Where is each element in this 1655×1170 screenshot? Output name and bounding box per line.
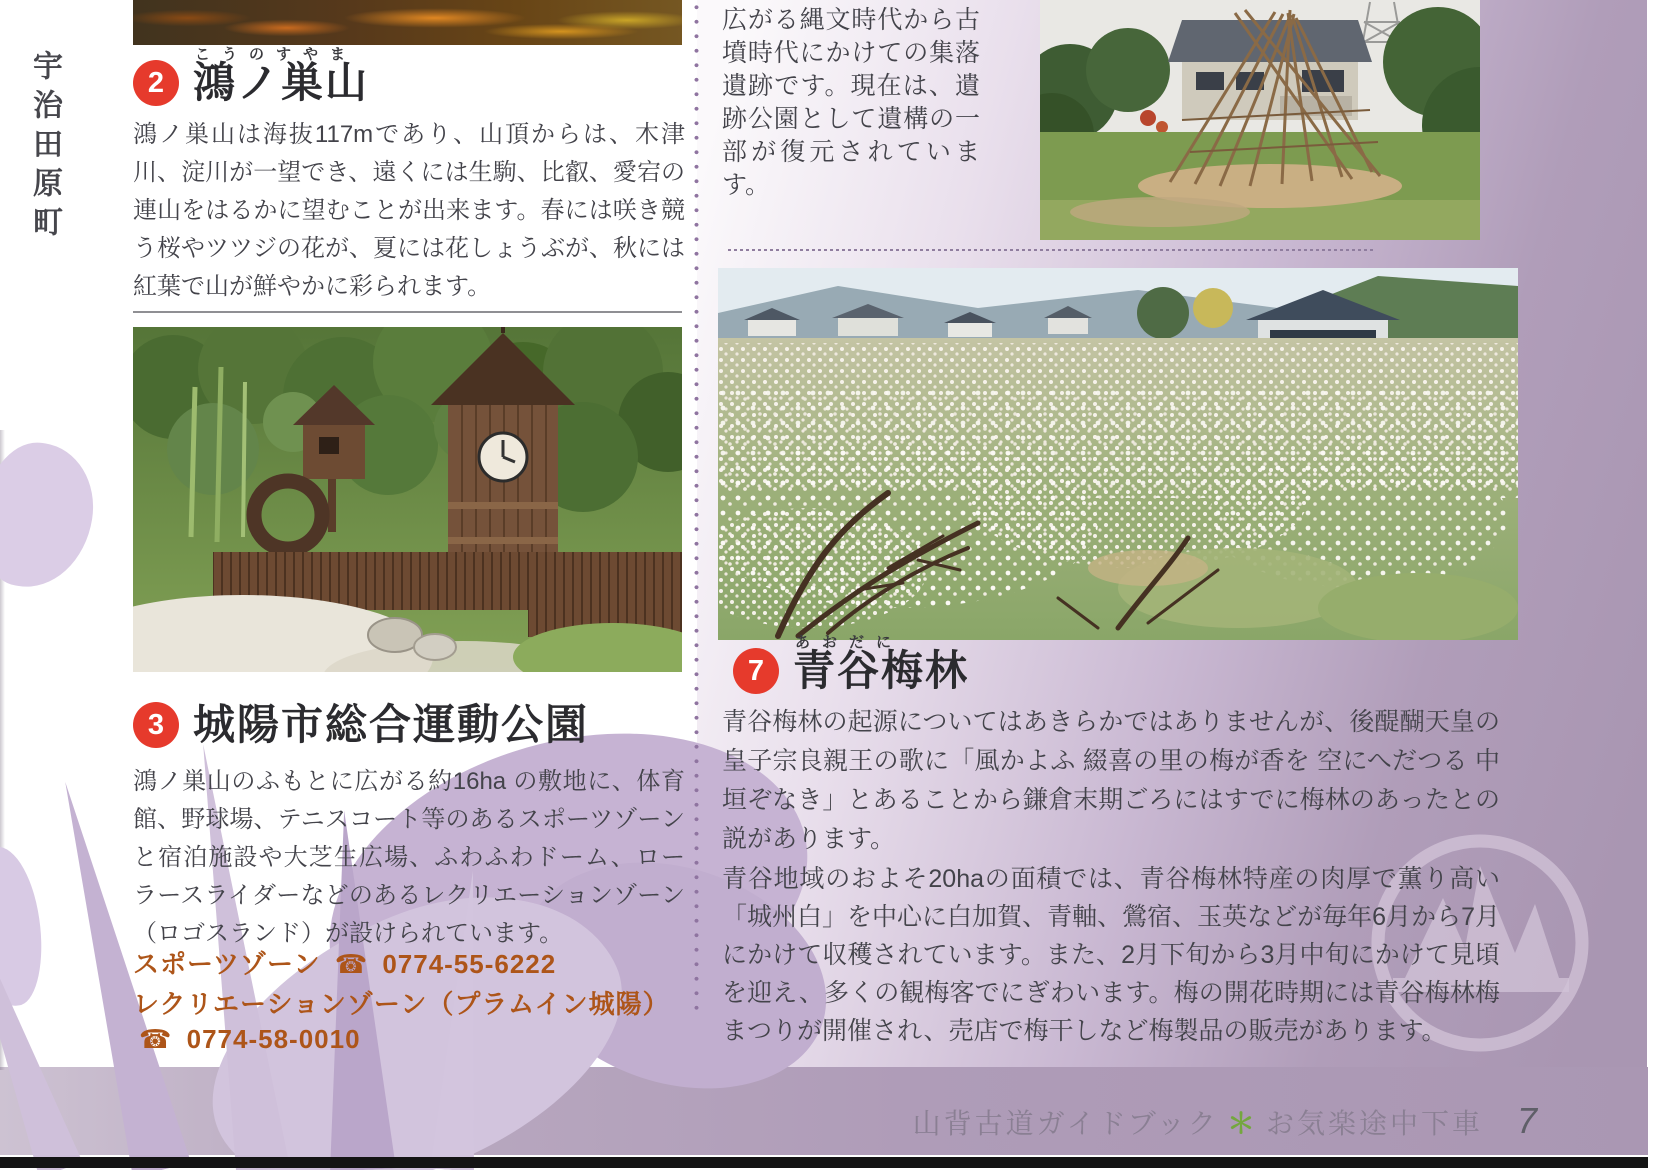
section-number-badge: 7: [733, 648, 779, 694]
section-heading-konosuyama: [133, 46, 370, 106]
section-title: 青谷梅林: [793, 647, 970, 694]
book-subtitle: お気楽途中下車: [1265, 1108, 1483, 1139]
section-number-badge: 3: [133, 702, 179, 748]
photo-plum-grove: [718, 268, 1518, 640]
phone-icon: ☎: [139, 1024, 173, 1054]
ruins-intro-paragraph: 広がる縄文時代から古墳時代にかけての集落遺跡です。現在は、遺跡公園として遺構の一部が復元されています。: [722, 6, 980, 199]
aodani-paragraph-1: 青谷梅林の起源についてはあきらかではありませんが、後醍醐天皇の皇子宗良親王の歌に「風かよふ 綴喜の里の梅が香を 空にへだつる 中垣ぞなき」とあることから鎌倉末期ごろにはすでに梅林のあったとの説があります。: [722, 708, 1500, 853]
photo-sports-park-playground: [133, 327, 682, 672]
contact-recreation-zone: [133, 984, 670, 1021]
dotted-column-divider: [694, 0, 699, 1012]
contact-label: レクリエーションゾーン（プラムイン城陽）: [133, 989, 670, 1019]
furigana-aodani: あおだに: [795, 634, 904, 651]
section-title: 城陽市総合運動公園: [193, 701, 590, 748]
section-title: 鴻ノ巣山: [193, 59, 370, 106]
photo-reconstructed-ruins: [1040, 0, 1480, 240]
map-silhouette-decoration: [0, 843, 48, 1009]
section-divider-line: [133, 311, 682, 313]
book-title: 山背古道ガイドブック: [912, 1108, 1219, 1139]
sportspark-paragraph: 鴻ノ巣山のふもとに広がる約16ha の敷地に、体育館、野球場、テニスコート等のあるスポーツゾーンと宿泊施設や大芝生広場、ふわふわドーム、ローラースライダーなどのあるレクリエーションゾーン（ロゴスランド）が設けられています。: [133, 768, 685, 947]
furigana-konosuyama: こうのすやま: [195, 46, 358, 63]
contact-label: スポーツゾーン: [133, 949, 321, 979]
page-footer: [913, 1100, 1537, 1142]
section-heading-sportspark: [133, 702, 589, 748]
contact-phone: 0774-55-6222: [382, 949, 557, 979]
section-number-badge: 2: [133, 60, 179, 106]
map-silhouette-decoration: [0, 435, 103, 595]
page-number: 7: [1516, 1100, 1537, 1141]
asterisk-icon: ＊: [1226, 1108, 1258, 1139]
phone-icon: ☎: [334, 949, 369, 979]
section-heading-aodani: [733, 634, 970, 694]
aodani-paragraph-2: 青谷地域のおよそ20haの面積では、青谷梅林特産の肉厚で薫り高い「城州白」を中心に白加賀、青軸、鶯宿、玉英などが毎年6月から7月にかけて収穫されています。また、2月下旬から3月中旬にかけて見頃を迎え、多くの観梅客でにぎわいます。梅の開花時期には青谷梅林梅まつりが開催され、売店で梅干しなど梅製品の販売があります。: [722, 865, 1500, 1045]
dashed-divider-line: [728, 249, 1373, 251]
contact-recreation-phone: [133, 1024, 361, 1055]
konosuyama-paragraph: 鴻ノ巣山は海抜117mであり、山頂からは、木津川、淀川が一望でき、遠くには生駒、比叡、愛宕の連山をはるかに望むことが出来ます。春には咲き競う桜やツツジの花が、夏には花しょうぶが、秋には紅葉で山が鮮やかに彩られます。: [133, 121, 685, 300]
region-label: 宇治田原町: [28, 50, 61, 245]
photo-autumn-foliage: [133, 0, 682, 45]
bottom-black-rule: [0, 1157, 1648, 1168]
contact-phone: 0774-58-0010: [186, 1024, 361, 1054]
contact-sports-zone: [133, 944, 556, 981]
